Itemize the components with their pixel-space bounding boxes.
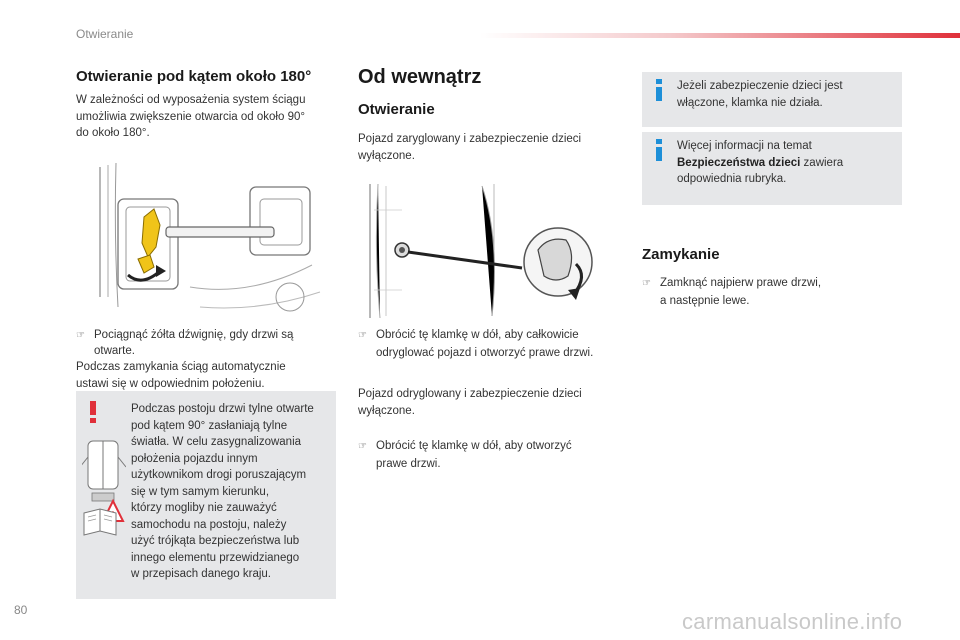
bullet-text: prawe drzwi. bbox=[376, 457, 441, 470]
info-text bbox=[677, 78, 897, 111]
unlocked-line: Pojazd odryglowany i zabezpieczenie dzieci bbox=[358, 388, 582, 400]
arrow-bullet-icon: ☞ bbox=[76, 330, 85, 341]
bullet-text: a następnie lewe. bbox=[660, 294, 750, 307]
unlocked-line: wyłączone. bbox=[358, 404, 415, 417]
warning-text bbox=[131, 401, 331, 583]
arrow-bullet-icon: ☞ bbox=[642, 278, 651, 289]
locked-paragraph bbox=[358, 131, 623, 164]
section-heading-closing: Zamykanie bbox=[642, 246, 720, 263]
arrow-bullet-icon: ☞ bbox=[358, 441, 367, 452]
unlocked-paragraph bbox=[358, 386, 623, 419]
watermark-text: carmanualsonline.info bbox=[682, 609, 903, 634]
manual-book-icon bbox=[82, 507, 118, 537]
info-line-rest: zawiera bbox=[800, 156, 844, 169]
info-line: Więcej informacji na temat bbox=[677, 140, 812, 152]
warning-line: pod kątem 90° zasłaniają tylne bbox=[131, 419, 288, 432]
bullet-text: Obrócić tę klamkę w dół, aby otworzyć bbox=[376, 440, 572, 452]
bullet-text: otwarte. bbox=[94, 345, 135, 357]
page-header-title: Otwieranie bbox=[76, 27, 134, 41]
closing-line: ustawi się w odpowiednim położeniu. bbox=[76, 377, 265, 390]
warning-line: użytkownikom drogi poruszającym bbox=[131, 469, 307, 481]
warning-box bbox=[76, 391, 336, 599]
subheading-opening: Otwieranie bbox=[358, 101, 435, 118]
list-item bbox=[358, 327, 633, 361]
locked-line: wyłączone. bbox=[358, 149, 415, 162]
info-line: odpowiednia rubryka. bbox=[677, 173, 787, 185]
info-text bbox=[677, 138, 897, 188]
info-box-child-lock bbox=[642, 72, 902, 127]
child-safety-link-text: Bezpieczeństwa dzieci bbox=[677, 156, 801, 169]
page-number: 80 bbox=[14, 603, 28, 617]
list-item bbox=[358, 438, 623, 472]
interior-handle-illustration bbox=[362, 180, 610, 320]
bullet-text: Zamknąć najpierw prawe drzwi, bbox=[660, 277, 822, 289]
locked-line: Pojazd zaryglowany i zabezpieczenie dzieci bbox=[358, 133, 582, 145]
intro-line: umożliwia zwiększenie otwarcia od około 90° bbox=[76, 110, 305, 123]
info-icon bbox=[652, 139, 666, 161]
door-check-strap-illustration bbox=[80, 147, 328, 317]
list-item bbox=[76, 327, 341, 345]
warning-line: Podczas postoju drzwi tylne otwarte bbox=[131, 403, 314, 415]
warning-line: którzy mogliby nie zauważyć bbox=[131, 502, 277, 514]
closing-paragraph bbox=[76, 359, 341, 392]
warning-line: samochodu na postoju, należy bbox=[131, 518, 287, 531]
header-accent-bar bbox=[480, 33, 960, 38]
info-line: włączone, klamka nie działa. bbox=[677, 96, 823, 109]
info-box-child-safety bbox=[642, 132, 902, 205]
warning-line: światła. W celu zasygnalizowania bbox=[131, 436, 302, 448]
info-line: Jeżeli zabezpieczenie dzieci jest bbox=[677, 80, 843, 92]
warning-icon bbox=[86, 401, 100, 423]
intro-line: W zależności od wyposażenia system ściągu bbox=[76, 94, 306, 106]
arrow-bullet-icon: ☞ bbox=[358, 330, 367, 341]
warning-line: w przepisach danego kraju. bbox=[131, 568, 271, 580]
warning-line: się w tym samym kierunku, bbox=[131, 485, 270, 498]
intro-paragraph bbox=[76, 92, 341, 142]
intro-line: do około 180°. bbox=[76, 127, 150, 139]
closing-line: Podczas zamykania ściąg automatycznie bbox=[76, 361, 286, 373]
bullet-text: Pociągnąć żółta dźwignię, gdy drzwi są bbox=[94, 329, 294, 341]
warning-line: położenia pojazdu innym bbox=[131, 452, 258, 465]
info-line bbox=[677, 155, 897, 172]
section-heading-inside: Od wewnątrz bbox=[358, 66, 482, 88]
info-icon bbox=[652, 79, 666, 101]
warning-line: użyć trójkąta bezpieczeństwa lub bbox=[131, 535, 300, 547]
section-heading-180: Otwieranie pod kątem około 180° bbox=[76, 68, 312, 85]
list-item bbox=[642, 275, 902, 309]
bullet-text: Obrócić tę klamkę w dół, aby całkowicie bbox=[376, 329, 579, 341]
bullet-text: odryglować pojazd i otworzyć prawe drzwi. bbox=[376, 346, 594, 359]
warning-line: innego elementu przewidzianego bbox=[131, 551, 300, 564]
